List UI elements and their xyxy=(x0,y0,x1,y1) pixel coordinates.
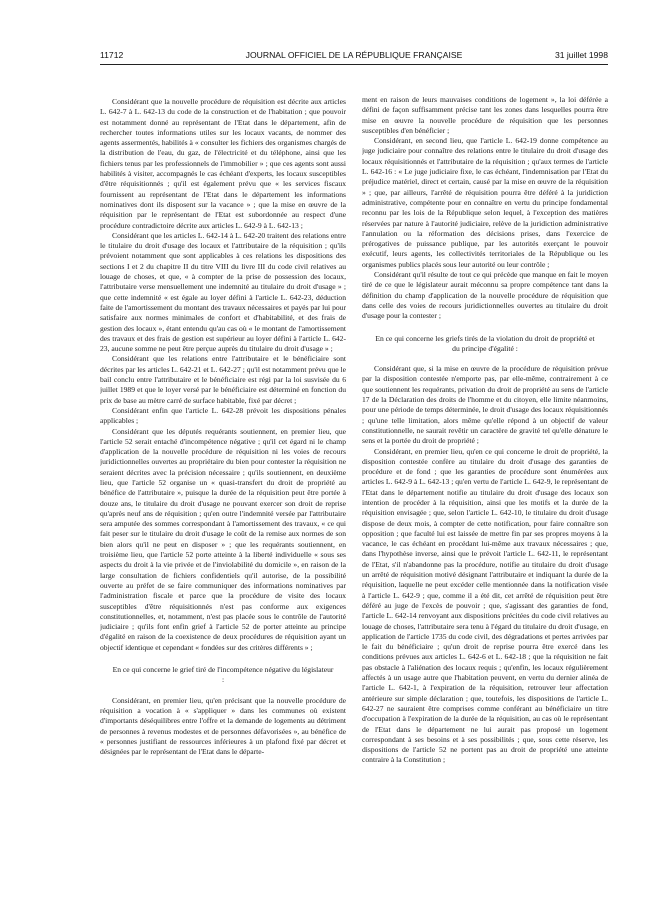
paragraph: Considérant, en premier lieu, qu'en ce qui concerne le droit de propriété, la disposition contestée confère au titulaire du droit d'usage des garanties de procédure et de fond ; que les garanties de procédure sont énumérées aux articles L. 642-9 à L. 642-13 ; qu'en vertu de l'article L. 642-9, le représentant de l'Etat dans le département notifie au titulaire du droit d'usage des locaux son intention de procéder à la réquisition, ainsi que les motifs et la durée de la réquisition envisagée ; que, selon l'article L. 642-10, le titulaire du droit d'usage dispose de deux mois, à compter de cette notification, pour faire connaître son opposition ; que faculté lui est laissée de mettre fin par ses propres moyens à la vacance, le cas échéant en procédant lui-même aux travaux nécessaires ; que, dans l'hypothèse inverse, ainsi que le prévoit l'article L. 642-11, le représentant de l'Etat, s'il n'abandonne pas la procédure, notifie au titulaire du droit d'usage un arrêté de réquisition motivé désignant l'attributaire et indiquant la durée de la réquisition, laquelle ne peut excéder celle mentionnée dans la notification visée à l'article L. 642-9 ; que, comme il a été dit, cet arrêté de réquisition peut être déféré au juge de l'excès de pouvoir ; que, s'agissant des garanties de fond, l'article L. 642-14 renvoyant aux dispositions précitées du code civil relatives au louage de choses, l'attributaire sera tenu à l'égard du titulaire du droit d'usage, en application de l'article 1735 du code civil, des dégradations et pertes arrivées par le fait du bénéficiaire ; qu'un droit de reprise pourra être exercé dans les conditions prévues aux articles L. 642-6 et L. 642-18 ; que la réquisition ne fait pas obstacle à l'aliénation des locaux requis ; qu'enfin, les locaux régulièrement affectés à un usage autre que l'habitation peuvent, en vertu du dernier alinéa de l'article L. 642-1, à l'expiration de la réquisition, retrouver leur affectation antérieure sur simple déclaration ; que, toutefois, les dispositions de l'article L. 642-27 ne sauraient être comprises comme conférant au bénéficiaire un titre d'occupation à l'expiration de la durée de la réquisition, au cas où le représentant de l'Etat dans le département ne lui aurait pas proposé un logement correspondant à ses besoins et à ses possibilités ; que, sous cette réserve, les dispositions de l'article 52 ne portent pas au droit de propriété une atteinte contraire à la Constitution ; xyxy=(362,446,608,765)
paragraph: Considérant, en second lieu, que l'article L. 642-19 donne compétence au juge judiciaire pour connaître des relations entre le titulaire du droit d'usage des locaux réquisitionnés et l'attributaire de la réquisition ; qu'aux termes de l'article L. 642-16 : « Le juge judiciaire fixe, le cas échéant, l'indemnisation par l'Etat du préjudice matériel, direct et certain, causé par la mise en œuvre de la réquisition » ; que, par ailleurs, l'arrêté de réquisition pourra être déféré à la juridiction administrative, compétente pour en connaître en vertu du principe fondamental reconnu par les lois de la République selon lequel, à l'exception des matières réservées par nature à l'autorité judiciaire, relève de la juridiction administrative l'annulation ou la réformation des décisions prises, dans l'exercice de prérogatives de puissance publique, par les autorités exerçant le pouvoir exécutif, leurs agents, les collectivités territoriales de la République ou les organismes publics placés sous leur autorité ou leur contrôle ; xyxy=(362,136,608,269)
header-rule xyxy=(100,64,608,65)
page-number: 11712 xyxy=(100,50,124,60)
paragraph: Considérant que les articles L. 642-14 à L. 642-20 traitent des relations entre le titulaire du droit d'usage des locaux et l'attributaire de la réquisition ; qu'ils prévoient notamment que sont applicables à ces relations les dispositions des sections I et 2 du chapitre II du titre VIII du livre III du code civil relatives au louage de choses, et que, « à compter de la prise de possession des locaux, l'attributaire verse mensuellement une indemnité au titulaire du droit d'usage » ; que cette indemnité « est égale au loyer défini à l'article L. 642-23, déduction faite de l'amortissement du montant des travaux nécessaires et payés par lui pour satisfaire aux normes minimales de confort et d'habitabilité, et des frais de gestion des locaux », étant entendu qu'au cas où « le montant de l'amortissement des travaux et des frais de gestion est supérieur au loyer défini à l'article L. 642-23, aucune somme ne peut être perçue auprès du titulaire du droit d'usage » ; xyxy=(100,230,346,354)
section-heading: En ce qui concerne le grief tiré de l'incompétence négative du législateur : xyxy=(112,665,334,685)
page-header xyxy=(100,50,608,64)
paragraph: Considérant que les députés requérants soutiennent, en premier lieu, que l'article 52 serait entaché d'incompétence négative ; qu'il cet égard ni le champ d'application de la nouvelle procédure de réquisition ni les voies de recours juridictionnelles ouvertes au propriétaire du bien pour contester la réquisition ne seraient décrites avec la précision nécessaire ; qu'ils soutiennent, en deuxième lieu, que l'article 52 organise un « quasi-transfert du droit de propriété au bénéfice de l'attributaire », puisque la durée de la réquisition peut être portée à douze ans, le titulaire du droit d'usage ne pouvant exercer son droit de reprise qu'après neuf ans de réquisition ; qu'en outre l'indemnité versée par l'attributaire sera amputée des sommes correspondant à l'amortissement des travaux, « ce qui fait peser sur le titulaire du droit d'usage le coût de la remise aux normes de son bien alors qu'il ne peut en disposer » ; que les requérants soutiennent, en troisième lieu, que l'article 52 porte atteinte à la liberté individuelle « sous ses aspects du droit à la vie privée et de l'inviolabilité du domicile », en raison de la large consultation de fichiers confidentiels qu'il autorise, de la possibilité ouverte au préfet de se faire communiquer des informations nominatives par l'administration fiscale et parce que la procédure de visite des locaux susceptibles d'être réquisitionnés n'est pas conforme aux exigences constitutionnelles, et, notamment, n'est pas placée sous le contrôle de l'autorité judiciaire ; qu'ils font enfin grief à l'article 52 de porter atteinte au principe d'égalité en raison de la coexistence de deux procédures de réquisition ayant un objectif identique et cependant « fondées sur des critères différents » ; xyxy=(100,426,346,652)
paragraph: Considérant que, si la mise en œuvre de la procédure de réquisition prévue par la disposition contestée n'emporte pas, par elle-même, contrairement à ce que soutiennent les requérants, privation du droit de propriété au sens de l'article 17 de la Déclaration des droits de l'homme et du citoyen, elle limite néanmoins, pour une période de temps déterminée, le droit d'usage des locaux réquisitionnés ; qu'une telle limitation, alors même qu'elle répond à un objectif de valeur constitutionnelle, ne saurait revêtir un caractère de gravité tel qu'elle dénature le sens et la portée du droit de propriété ; xyxy=(362,364,608,446)
paragraph: Considérant que la nouvelle procédure de réquisition est décrite aux articles L. 642-7 à L. 642-13 du code de la construction et de l'habitation ; que pouvoir est notamment donné au représentant de l'Etat dans le département, afin de rechercher toutes informations utiles sur les locaux vacants, de nommer des agents assermentés, habilités à « consulter les fichiers des organismes chargés de la distribution de l'eau, du gaz, de l'électricité et du téléphone, ainsi que les fichiers tenus par les professionnels de l'immobilier » ; que ces agents sont aussi habilités à visiter, accompagnés le cas échéant d'experts, les locaux susceptibles d'être réquisitionnés ; qu'il est également prévu que « les services fiscaux fournissent au représentant de l'Etat dans le département les informations nominatives dont ils disposent sur la vacance » ; que la mise en œuvre de la réquisition par le représentant de l'Etat est subordonnée au respect d'une procédure contradictoire décrite aux articles L. 642-9 à L. 642-13 ; xyxy=(100,97,346,230)
paragraph: Considérant que les relations entre l'attributaire et le bénéficiaire sont décrites par les articles L. 642-21 et L. 642-27 ; qu'il est notamment prévu que le bail conclu entre l'attributaire et le bénéficiaire est régi par la loi susvisée du 6 juillet 1989 et que le loyer versé par le bénéficiaire est déterminé en fonction du prix de base au mètre carré de surface habitable, fixé par décret ; xyxy=(100,354,346,405)
publication-date: 31 juillet 1998 xyxy=(554,50,608,60)
paragraph: Considérant enfin que l'article L. 642-28 prévoit les dispositions pénales applicables ; xyxy=(100,405,346,426)
paragraph: Considérant, en premier lieu, qu'en précisant que la nouvelle procédure de réquisition a vocation à « s'appliquer » dans les communes où existent d'importants déséquilibres entre l'offre et la demande de logements au détriment de personnes à revenus modestes et de personnes défavorisées », au bénéfice de « personnes justifiant de ressources inférieures à un plafond fixé par décret et désignées par le représentant de l'Etat dans le départe- xyxy=(100,695,346,757)
paragraph-continued: ment en raison de leurs mauvaises conditions de logement », la loi déférée a défini de façon suffisamment précise tant les zones dans lesquelles pourra être mise en œuvre la nouvelle procédure de réquisition que les personnes susceptibles d'en bénéficier ; xyxy=(362,95,608,135)
section-heading: En ce qui concerne les griefs tirés de la violation du droit de propriété et du principe d'égalité : xyxy=(375,333,595,353)
paragraph: Considérant qu'il résulte de tout ce qui précède que manque en fait le moyen tiré de ce que le législateur aurait méconnu sa propre compétence tant dans la définition du champ d'application de la nouvelle procédure de réquisition que dans celle des voies de recours juridictionnelles ouvertes au titulaire du droit d'usage pour la contester ; xyxy=(362,270,608,321)
right-column xyxy=(362,95,608,883)
journal-title: JOURNAL OFFICIEL DE LA RÉPUBLIQUE FRANÇAISE xyxy=(245,50,463,60)
left-column xyxy=(100,97,346,885)
